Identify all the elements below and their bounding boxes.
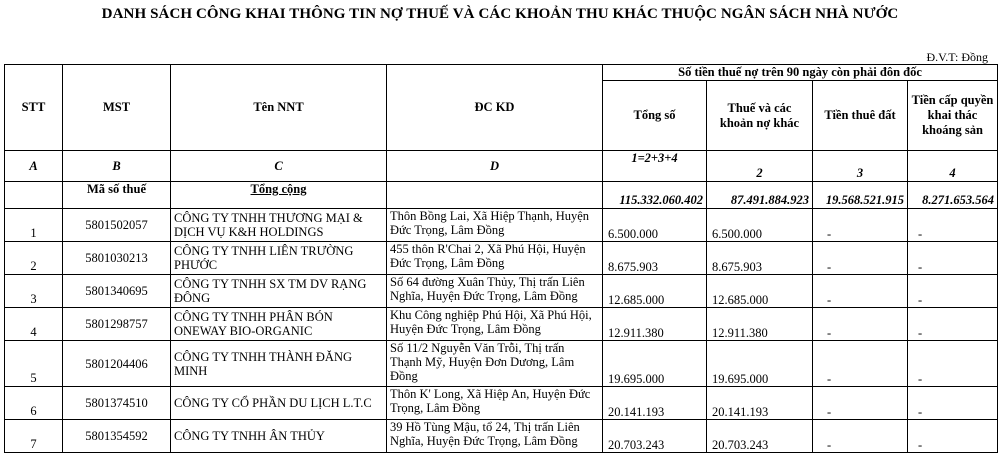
row-mst: 5801204406 [63, 341, 171, 387]
row-address: Khu Công nghiệp Phú Hội, Xã Phú Hội, Huyện Đức Trọng, Lâm Đồng [387, 308, 603, 341]
row-address: 39 Hồ Tùng Mậu, tổ 24, Thị trấn Liên Nghĩa, Huyện Đức Trọng, Lâm Đồng [387, 420, 603, 453]
col-index-b: B [63, 151, 171, 182]
total-label: Tổng cộng [171, 182, 387, 209]
row-company-name: CÔNG TY TNHH ÂN THỦY [171, 420, 387, 453]
row-thue-dat: - [813, 387, 908, 420]
row-mst: 5801502057 [63, 209, 171, 242]
row-address: Số 64 đường Xuân Thủy, Thị trấn Liên Nghĩa, Huyện Đức Trọng, Lâm Đồng [387, 275, 603, 308]
row-khoang-san: - [908, 420, 998, 453]
header-thue-khac: Thuế và các khoản nợ khác [707, 81, 813, 151]
row-company-name: CÔNG TY TNHH PHÂN BÓN ONEWAY BIO-ORGANIC [171, 308, 387, 341]
row-address: Thôn K' Long, Xã Hiệp An, Huyện Đức Trọng, Lâm Đồng [387, 387, 603, 420]
row-mst: 5801354592 [63, 420, 171, 453]
total-mst-label: Mã số thuế [63, 182, 171, 209]
row-address: 455 thôn R'Chai 2, Xã Phú Hội, Huyện Đức Trọng, Lâm Đồng [387, 242, 603, 275]
row-company-name: CÔNG TY TNHH LIÊN TRƯỜNG PHƯỚC [171, 242, 387, 275]
header-dc-kd: ĐC KD [387, 65, 603, 151]
row-thue-dat: - [813, 420, 908, 453]
table-body [5, 209, 998, 453]
row-mst: 5801298757 [63, 308, 171, 341]
row-address: Số 11/2 Nguyễn Văn Trỗi, Thị trấn Thạnh Mỹ, Huyện Đơn Dương, Lâm Đồng [387, 341, 603, 387]
currency-unit: Đ.V.T: Đồng [926, 50, 988, 64]
total-tong-so: 115.332.060.402 [603, 182, 707, 209]
row-stt: 2 [5, 242, 63, 275]
row-thue-khac: 20.141.193 [707, 387, 813, 420]
row-thue-khac: 8.675.903 [707, 242, 813, 275]
table-row [5, 420, 998, 453]
row-thue-khac: 20.703.243 [707, 420, 813, 453]
row-tong-so: 12.685.000 [603, 275, 707, 308]
row-khoang-san: - [908, 242, 998, 275]
row-thue-dat: - [813, 209, 908, 242]
table-row [5, 308, 998, 341]
row-stt: 1 [5, 209, 63, 242]
row-thue-dat: - [813, 308, 908, 341]
header-tien-thue-dat: Tiền thuê đất [813, 81, 908, 151]
row-tong-so: 6.500.000 [603, 209, 707, 242]
col-index-2: 2 [707, 151, 813, 182]
column-index-row [5, 151, 998, 182]
header-tien-cap-quyen: Tiền cấp quyền khai thác khoáng sản [908, 81, 998, 151]
row-thue-khac: 6.500.000 [707, 209, 813, 242]
row-company-name: CÔNG TY TNHH THƯƠNG MẠI & DỊCH VỤ K&H HOLDINGS [171, 209, 387, 242]
header-row-1 [5, 65, 998, 81]
row-company-name: CÔNG TY TNHH SX TM DV RẠNG ĐÔNG [171, 275, 387, 308]
header-ten-nnt: Tên NNT [171, 65, 387, 151]
row-thue-khac: 12.685.000 [707, 275, 813, 308]
row-stt: 4 [5, 308, 63, 341]
header-overdue-group: Số tiền thuế nợ trên 90 ngày còn phải đôn đốc [603, 65, 998, 81]
row-mst: 5801030213 [63, 242, 171, 275]
col-index-a: A [5, 151, 63, 182]
row-khoang-san: - [908, 341, 998, 387]
total-thue-khac: 87.491.884.923 [707, 182, 813, 209]
row-address: Thôn Bồng Lai, Xã Hiệp Thạnh, Huyện Đức Trọng, Lâm Đồng [387, 209, 603, 242]
row-khoang-san: - [908, 275, 998, 308]
col-index-3: 3 [813, 151, 908, 182]
row-thue-dat: - [813, 275, 908, 308]
header-tong-so: Tổng số [603, 81, 707, 151]
table-row [5, 209, 998, 242]
col-index-1: 1=2+3+4 [603, 151, 707, 182]
total-khoang-san: 8.271.653.564 [908, 182, 998, 209]
col-index-d: D [387, 151, 603, 182]
row-tong-so: 20.703.243 [603, 420, 707, 453]
total-thue-dat: 19.568.521.915 [813, 182, 908, 209]
row-stt: 6 [5, 387, 63, 420]
row-mst: 5801340695 [63, 275, 171, 308]
row-tong-so: 8.675.903 [603, 242, 707, 275]
col-index-c: C [171, 151, 387, 182]
row-company-name: CÔNG TY CỔ PHẦN DU LỊCH L.T.C [171, 387, 387, 420]
tax-debt-table [4, 64, 998, 453]
row-company-name: CÔNG TY TNHH THÀNH ĐĂNG MINH [171, 341, 387, 387]
header-stt: STT [5, 65, 63, 151]
total-row [5, 182, 998, 209]
row-thue-dat: - [813, 341, 908, 387]
header-mst: MST [63, 65, 171, 151]
row-khoang-san: - [908, 209, 998, 242]
row-stt: 3 [5, 275, 63, 308]
row-thue-khac: 12.911.380 [707, 308, 813, 341]
row-stt: 7 [5, 420, 63, 453]
row-khoang-san: - [908, 308, 998, 341]
table-row [5, 387, 998, 420]
table-row [5, 341, 998, 387]
row-tong-so: 20.141.193 [603, 387, 707, 420]
row-tong-so: 19.695.000 [603, 341, 707, 387]
row-khoang-san: - [908, 387, 998, 420]
col-index-4: 4 [908, 151, 998, 182]
row-tong-so: 12.911.380 [603, 308, 707, 341]
row-thue-khac: 19.695.000 [707, 341, 813, 387]
row-thue-dat: - [813, 242, 908, 275]
row-stt: 5 [5, 341, 63, 387]
table-row [5, 242, 998, 275]
document-title: DANH SÁCH CÔNG KHAI THÔNG TIN NỢ THUẾ VÀ CÁC KHOẢN THU KHÁC THUỘC NGÂN SÁCH NHÀ NƯỚC [101, 6, 899, 22]
row-mst: 5801374510 [63, 387, 171, 420]
table-row [5, 275, 998, 308]
